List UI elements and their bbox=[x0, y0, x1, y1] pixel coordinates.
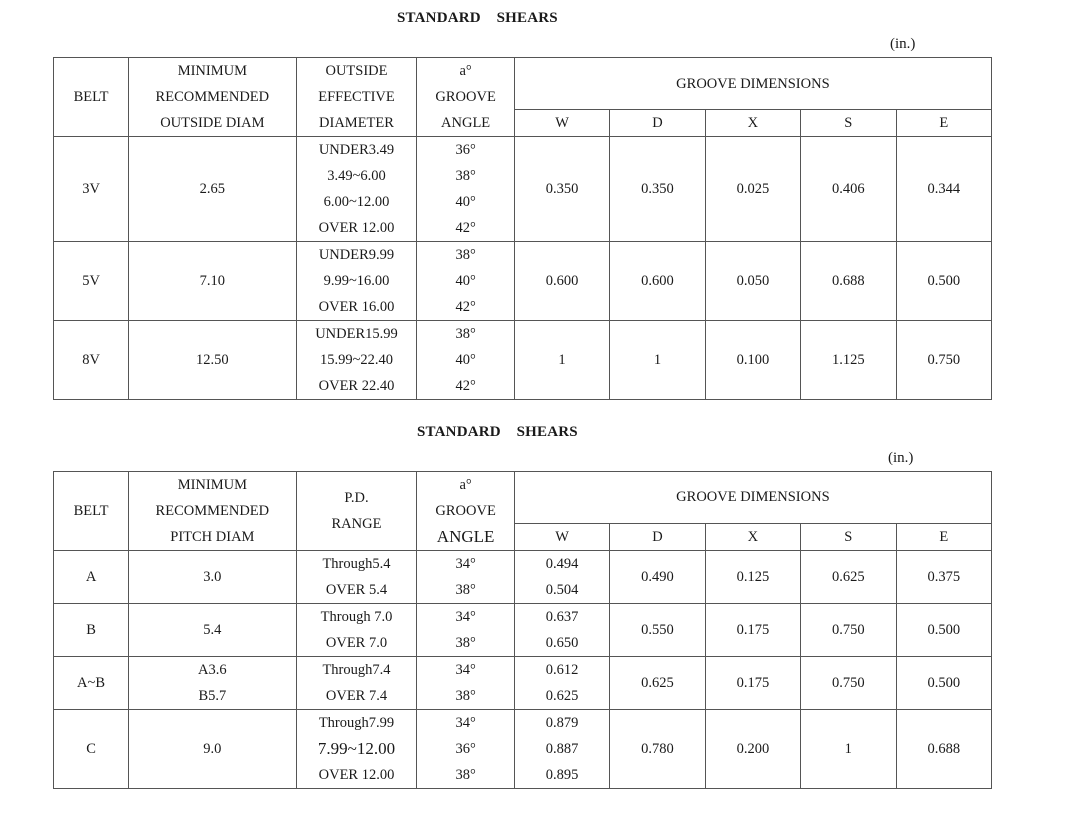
cell-line: 34° bbox=[455, 609, 476, 625]
cell-line: 42° bbox=[455, 220, 476, 236]
cell-line: 0.887 bbox=[545, 741, 579, 757]
min-diam-cell bbox=[129, 321, 296, 400]
cell-line: 0.650 bbox=[545, 635, 579, 651]
belt-cell: 3V bbox=[54, 137, 129, 242]
e-cell: 0.500 bbox=[896, 242, 991, 321]
cell-line: 12.50 bbox=[196, 352, 229, 368]
cell-line: 42° bbox=[455, 299, 476, 315]
x-cell: 0.175 bbox=[705, 657, 800, 710]
header-min-diam bbox=[129, 58, 296, 137]
cell-line: 40° bbox=[455, 352, 476, 368]
angle-cell bbox=[417, 551, 514, 604]
table-row bbox=[54, 321, 992, 400]
belt-cell: A bbox=[54, 551, 129, 604]
header-col-x: X bbox=[705, 110, 800, 137]
w-cell bbox=[514, 137, 609, 242]
header-col-e: E bbox=[896, 110, 991, 137]
cell-line: 15.99~22.40 bbox=[319, 352, 394, 368]
min-diam-cell bbox=[129, 710, 296, 789]
cell-line: 34° bbox=[455, 662, 476, 678]
s-cell: 0.406 bbox=[801, 137, 896, 242]
cell-line: OVER 16.00 bbox=[318, 299, 395, 315]
s-cell: 0.750 bbox=[801, 657, 896, 710]
header-line: EFFECTIVE bbox=[318, 89, 395, 105]
cell-line: 34° bbox=[455, 556, 476, 572]
min-diam-cell bbox=[129, 137, 296, 242]
header-col-w: W bbox=[514, 110, 609, 137]
s-cell: 0.750 bbox=[801, 604, 896, 657]
header-groove-angle bbox=[417, 58, 514, 137]
header-line: OUTSIDE bbox=[325, 63, 388, 79]
range-cell bbox=[296, 242, 417, 321]
cell-line: 0.350 bbox=[545, 181, 579, 197]
d-cell: 0.780 bbox=[610, 710, 705, 789]
cell-line: OVER 12.00 bbox=[318, 767, 395, 783]
min-diam-cell bbox=[129, 657, 296, 710]
cell-line: OVER 7.4 bbox=[325, 688, 388, 704]
header-belt: BELT bbox=[54, 472, 129, 551]
min-diam-cell bbox=[129, 551, 296, 604]
cell-line: 7.10 bbox=[199, 273, 226, 289]
header-line: a° bbox=[459, 477, 472, 493]
cell-line: 0.494 bbox=[545, 556, 579, 572]
belt-cell: 8V bbox=[54, 321, 129, 400]
angle-cell bbox=[417, 710, 514, 789]
range-cell bbox=[296, 710, 417, 789]
header-diameter-range bbox=[296, 58, 417, 137]
header-line: DIAMETER bbox=[319, 115, 394, 131]
e-cell: 0.344 bbox=[896, 137, 991, 242]
d-cell: 0.600 bbox=[610, 242, 705, 321]
header-line: OUTSIDE DIAM bbox=[160, 115, 265, 131]
header-groove-dimensions: GROOVE DIMENSIONS bbox=[514, 472, 991, 524]
header-line: RANGE bbox=[331, 516, 382, 532]
cell-line: Through7.99 bbox=[318, 715, 395, 731]
header-col-w: W bbox=[514, 523, 609, 550]
cell-line: 36° bbox=[455, 741, 476, 757]
cell-line: 0.600 bbox=[545, 273, 579, 289]
standard-shears-table-2 bbox=[53, 471, 992, 789]
header-line: GROOVE bbox=[435, 89, 496, 105]
header-line: ANGLE bbox=[436, 527, 495, 546]
e-cell: 0.375 bbox=[896, 551, 991, 604]
e-cell: 0.500 bbox=[896, 657, 991, 710]
cell-line: 40° bbox=[455, 273, 476, 289]
s-cell: 1 bbox=[801, 710, 896, 789]
table-1-title: STANDARD SHEARS bbox=[397, 10, 558, 26]
cell-line: OVER 7.0 bbox=[325, 635, 388, 651]
cell-line: B5.7 bbox=[198, 688, 227, 704]
header-groove-dimensions: GROOVE DIMENSIONS bbox=[514, 58, 991, 110]
table-row bbox=[54, 657, 992, 710]
header-col-x: X bbox=[705, 523, 800, 550]
cell-line: 38° bbox=[455, 326, 476, 342]
table-row bbox=[54, 242, 992, 321]
cell-line: OVER 12.00 bbox=[318, 220, 395, 236]
standard-shears-table-1 bbox=[53, 57, 992, 400]
x-cell: 0.100 bbox=[705, 321, 800, 400]
header-belt: BELT bbox=[54, 58, 129, 137]
header-line: MINIMUM bbox=[177, 63, 247, 79]
cell-line: 38° bbox=[455, 168, 476, 184]
table-2-title: STANDARD SHEARS bbox=[417, 424, 578, 440]
x-cell: 0.175 bbox=[705, 604, 800, 657]
table-row bbox=[54, 710, 992, 789]
cell-line: UNDER9.99 bbox=[318, 247, 395, 263]
cell-line: Through5.4 bbox=[322, 556, 391, 572]
cell-line: UNDER15.99 bbox=[315, 326, 398, 342]
header-diameter-range bbox=[296, 472, 417, 551]
header-line: P.D. bbox=[344, 490, 369, 506]
belt-cell: B bbox=[54, 604, 129, 657]
cell-line: 1 bbox=[558, 352, 566, 368]
d-cell: 0.490 bbox=[610, 551, 705, 604]
cell-line: 38° bbox=[455, 767, 476, 783]
w-cell bbox=[514, 551, 609, 604]
cell-line: UNDER3.49 bbox=[318, 142, 395, 158]
w-cell bbox=[514, 242, 609, 321]
s-cell: 1.125 bbox=[801, 321, 896, 400]
cell-line: 3.49~6.00 bbox=[327, 168, 386, 184]
header-col-e: E bbox=[896, 523, 991, 550]
e-cell: 0.750 bbox=[896, 321, 991, 400]
range-cell bbox=[296, 551, 417, 604]
angle-cell bbox=[417, 321, 514, 400]
d-cell: 1 bbox=[610, 321, 705, 400]
table-1-unit: (in.) bbox=[890, 36, 916, 52]
cell-line: 0.612 bbox=[545, 662, 579, 678]
range-cell bbox=[296, 657, 417, 710]
cell-line: 38° bbox=[455, 582, 476, 598]
belt-cell: C bbox=[54, 710, 129, 789]
header-col-d: D bbox=[610, 523, 705, 550]
cell-line: 0.504 bbox=[545, 582, 579, 598]
cell-line: 2.65 bbox=[199, 181, 226, 197]
header-line: ANGLE bbox=[441, 115, 491, 131]
cell-line: A3.6 bbox=[198, 662, 227, 678]
cell-line: 9.0 bbox=[203, 741, 222, 757]
s-cell: 0.625 bbox=[801, 551, 896, 604]
s-cell: 0.688 bbox=[801, 242, 896, 321]
cell-line: 34° bbox=[455, 715, 476, 731]
cell-line: 36° bbox=[455, 142, 476, 158]
table-2-unit: (in.) bbox=[888, 450, 914, 466]
d-cell: 0.550 bbox=[610, 604, 705, 657]
angle-cell bbox=[417, 604, 514, 657]
header-line: RECOMMENDED bbox=[155, 503, 270, 519]
x-cell: 0.200 bbox=[705, 710, 800, 789]
cell-line: Through7.4 bbox=[322, 662, 391, 678]
cell-line: 0.625 bbox=[545, 688, 579, 704]
table-row bbox=[54, 551, 992, 604]
cell-line: OVER 22.40 bbox=[318, 378, 395, 394]
belt-cell: 5V bbox=[54, 242, 129, 321]
w-cell bbox=[514, 710, 609, 789]
cell-line: 38° bbox=[455, 635, 476, 651]
d-cell: 0.350 bbox=[610, 137, 705, 242]
range-cell bbox=[296, 137, 417, 242]
w-cell bbox=[514, 321, 609, 400]
header-groove-angle bbox=[417, 472, 514, 551]
d-cell: 0.625 bbox=[610, 657, 705, 710]
cell-line: 0.637 bbox=[545, 609, 579, 625]
x-cell: 0.125 bbox=[705, 551, 800, 604]
cell-line: 40° bbox=[455, 194, 476, 210]
angle-cell bbox=[417, 242, 514, 321]
cell-line: OVER 5.4 bbox=[325, 582, 388, 598]
cell-line: Through 7.0 bbox=[320, 609, 393, 625]
header-col-s: S bbox=[801, 523, 896, 550]
x-cell: 0.025 bbox=[705, 137, 800, 242]
header-col-s: S bbox=[801, 110, 896, 137]
w-cell bbox=[514, 604, 609, 657]
header-line: RECOMMENDED bbox=[155, 89, 270, 105]
min-diam-cell bbox=[129, 604, 296, 657]
cell-line: 9.99~16.00 bbox=[323, 273, 390, 289]
w-cell bbox=[514, 657, 609, 710]
table-row bbox=[54, 604, 992, 657]
min-diam-cell bbox=[129, 242, 296, 321]
belt-cell: A~B bbox=[54, 657, 129, 710]
e-cell: 0.688 bbox=[896, 710, 991, 789]
angle-cell bbox=[417, 137, 514, 242]
x-cell: 0.050 bbox=[705, 242, 800, 321]
range-cell bbox=[296, 321, 417, 400]
cell-line: 42° bbox=[455, 378, 476, 394]
cell-line: 5.4 bbox=[203, 622, 222, 638]
angle-cell bbox=[417, 657, 514, 710]
cell-line: 0.879 bbox=[545, 715, 579, 731]
cell-line: 38° bbox=[455, 688, 476, 704]
cell-line: 0.895 bbox=[545, 767, 579, 783]
range-cell bbox=[296, 604, 417, 657]
cell-line: 7.99~12.00 bbox=[317, 739, 396, 758]
table-row bbox=[54, 137, 992, 242]
cell-line: 6.00~12.00 bbox=[323, 194, 390, 210]
header-col-d: D bbox=[610, 110, 705, 137]
cell-line: 3.0 bbox=[203, 569, 222, 585]
header-line: PITCH DIAM bbox=[170, 529, 255, 545]
cell-line: 38° bbox=[455, 247, 476, 263]
e-cell: 0.500 bbox=[896, 604, 991, 657]
header-min-diam bbox=[129, 472, 296, 551]
header-line: MINIMUM bbox=[177, 477, 247, 493]
header-line: a° bbox=[459, 63, 472, 79]
header-line: GROOVE bbox=[435, 503, 496, 519]
